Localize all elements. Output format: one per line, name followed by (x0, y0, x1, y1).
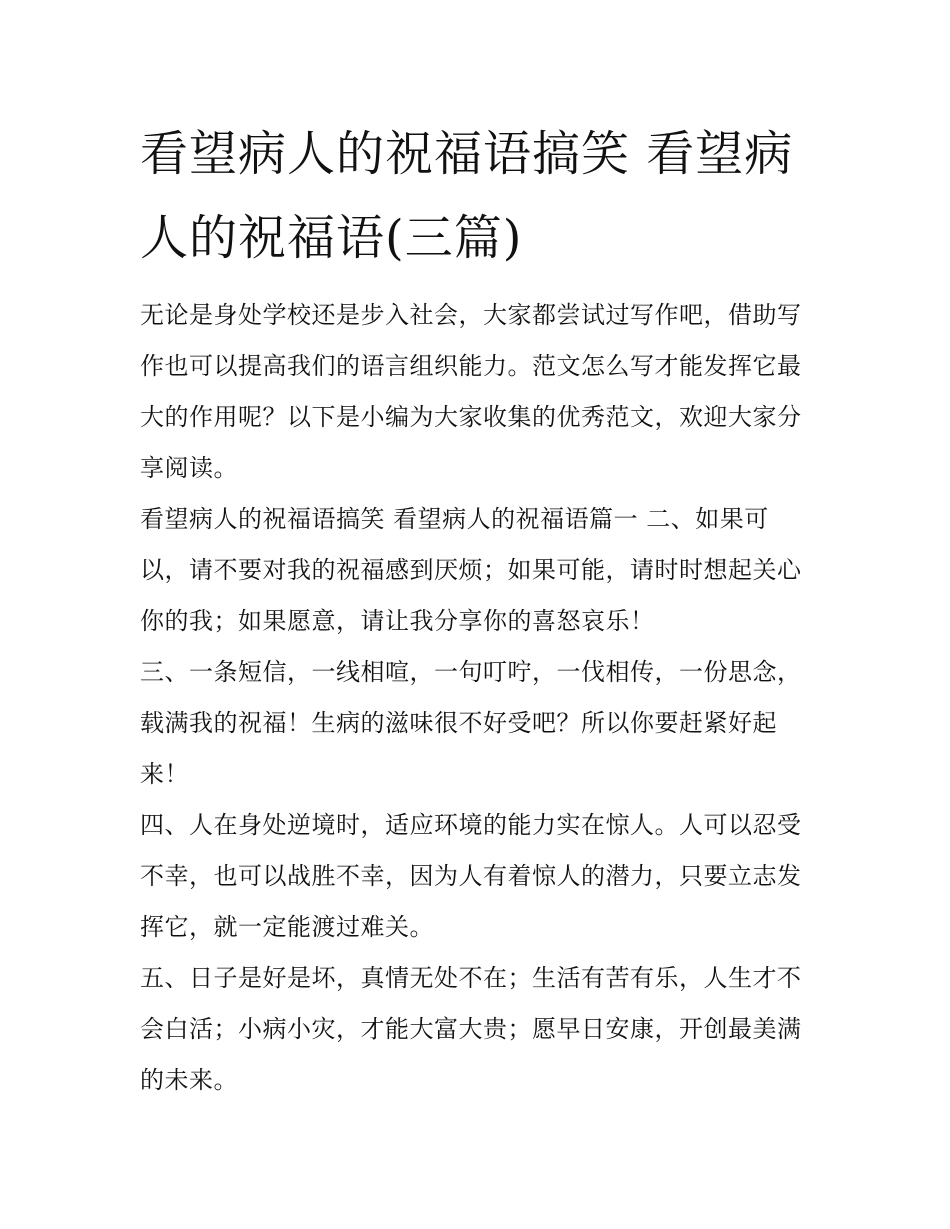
paragraph-5: 五、日子是好是坏，真情无处不在；生活有苦有乐，人生才不会白活；小病小灾，才能大富大贵；愿早日安康，开创最美满的未来。 (140, 964, 802, 1094)
paragraph-3: 三、一条短信，一线相喧，一句叮咛，一伐相传，一份思念，载满我的祝福！生病的滋味很不好受吧？所以你要赶紧好起来！ (140, 658, 802, 788)
document-body (140, 112, 812, 1106)
paragraph-2: 看望病人的祝福语搞笑 看望病人的祝福语篇一 二、如果可以，请不要对我的祝福感到厌烦；如果可能，请时时想起关心你的我；如果愿意，请让我分享你的喜怒哀乐！ (140, 505, 802, 635)
document-title: 看望病人的祝福语搞笑 看望病人的祝福语(三篇) (140, 126, 794, 266)
paragraph-4: 四、人在身处逆境时，适应环境的能力实在惊人。人可以忍受不幸，也可以战胜不幸，因为人有着惊人的潜力，只要立志发挥它，就一定能渡过难关。 (140, 811, 802, 941)
paragraph-intro: 无论是身处学校还是步入社会，大家都尝试过写作吧，借助写作也可以提高我们的语言组织能力。范文怎么写才能发挥它最大的作用呢？以下是小编为大家收集的优秀范文，欢迎大家分享阅读。 (140, 301, 802, 482)
